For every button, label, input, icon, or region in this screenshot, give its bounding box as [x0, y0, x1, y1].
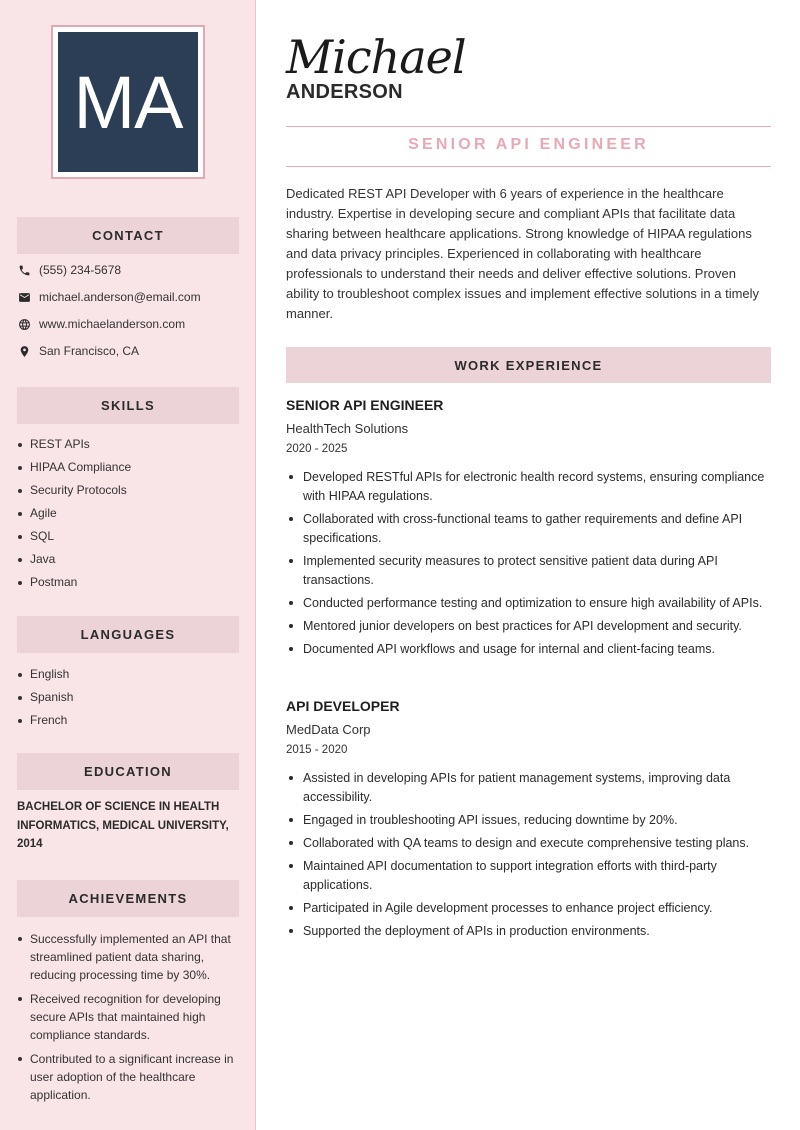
job-bullet: Mentored junior developers on best practices for API development and security.: [286, 617, 771, 636]
job-role: SENIOR API ENGINEER: [286, 397, 444, 413]
email-text[interactable]: michael.anderson@email.com: [39, 290, 201, 304]
contact-website: [17, 317, 185, 331]
contact-phone: [17, 263, 121, 277]
location-text: San Francisco, CA: [39, 344, 140, 358]
job-entry: [286, 698, 771, 945]
monogram-frame: [51, 25, 205, 179]
skill-item: Postman: [17, 575, 239, 589]
job-bullet: Collaborated with QA teams to design and execute comprehensive testing plans.: [286, 834, 771, 853]
job-title: SENIOR API ENGINEER: [408, 136, 649, 153]
job-dates: 2015 - 2020: [286, 744, 348, 756]
skill-item: SQL: [17, 529, 239, 543]
languages-list: [17, 667, 239, 736]
language-item: French: [17, 713, 239, 727]
phone-text: (555) 234-5678: [39, 263, 122, 277]
education-heading: EDUCATION: [17, 753, 239, 790]
email-icon: [17, 290, 31, 304]
job-bullet: Implemented security measures to protect sensitive patient data during API transactions.: [286, 552, 771, 590]
contact-location: [17, 344, 139, 358]
job-bullet: Maintained API documentation to support integration efforts with third-party applications.: [286, 857, 771, 895]
job-bullet: Supported the deployment of APIs in production environments.: [286, 922, 771, 941]
skill-item: REST APIs: [17, 437, 239, 451]
job-bullets: [286, 468, 771, 659]
skills-heading: SKILLS: [17, 387, 239, 424]
summary: Dedicated REST API Developer with 6 years of experience in the healthcare industry. Expertise in developing secure and compliant APIs that facilitate data sharing between healthcare applications. Strong knowledge of HIPAA regulations and data privacy principles. Experienced in collaborating with healthcare professionals to understand their needs and deliver effective solutions. Proven ability to troubleshoot complex issues and implement effective solutions in a timely manner.: [286, 186, 760, 321]
job-bullet: Assisted in developing APIs for patient management systems, improving data accessibility.: [286, 769, 771, 807]
job-company: HealthTech Solutions: [286, 421, 409, 436]
job-bullet: Developed RESTful APIs for electronic health record systems, ensuring compliance with HIPAA regulations.: [286, 468, 771, 506]
achievements-heading: ACHIEVEMENTS: [17, 880, 239, 917]
job-company: MedData Corp: [286, 722, 371, 737]
title-rule-bottom: [286, 166, 771, 167]
sidebar: [0, 0, 256, 1130]
last-name: ANDERSON: [286, 81, 403, 103]
language-item: Spanish: [17, 690, 239, 704]
skill-item: Java: [17, 552, 239, 566]
skills-list: [17, 437, 239, 598]
title-rule-top: [286, 126, 771, 127]
work-heading: WORK EXPERIENCE: [286, 347, 771, 383]
education-entry: BACHELOR OF SCIENCE IN HEALTH INFORMATICS, MEDICAL UNIVERSITY, 2014: [17, 801, 229, 850]
job-dates: 2020 - 2025: [286, 443, 348, 455]
skill-item: Agile: [17, 506, 239, 520]
job-bullets: [286, 769, 771, 941]
location-pin-icon: [17, 344, 31, 358]
globe-icon: [17, 317, 31, 331]
skill-item: Security Protocols: [17, 483, 239, 497]
website-text[interactable]: www.michaelanderson.com: [39, 317, 186, 331]
achievement-item: Successfully implemented an API that streamlined patient data sharing, reducing processing time by 30%.: [17, 930, 239, 984]
achievement-item: Contributed to a significant increase in user adoption of the healthcare application.: [17, 1050, 239, 1104]
job-bullet: Collaborated with cross-functional teams to gather requirements and define API specifications.: [286, 510, 771, 548]
job-entry: [286, 397, 771, 663]
job-bullet: Participated in Agile development processes to enhance project efficiency.: [286, 899, 771, 918]
languages-heading: LANGUAGES: [17, 616, 239, 653]
skill-item: HIPAA Compliance: [17, 460, 239, 474]
contact-email: [17, 290, 201, 304]
first-name: Michael: [286, 30, 466, 84]
achievement-item: Received recognition for developing secure APIs that maintained high compliance standards.: [17, 990, 239, 1044]
job-bullet: Documented API workflows and usage for internal and client-facing teams.: [286, 640, 771, 659]
monogram: MA: [58, 32, 198, 172]
job-bullet: Engaged in troubleshooting API issues, reducing downtime by 20%.: [286, 811, 771, 830]
job-bullet: Conducted performance testing and optimization to ensure high availability of APIs.: [286, 594, 771, 613]
phone-icon: [17, 263, 31, 277]
job-role: API DEVELOPER: [286, 698, 400, 714]
contact-heading: CONTACT: [17, 217, 239, 254]
achievements-list: [17, 930, 239, 1110]
language-item: English: [17, 667, 239, 681]
